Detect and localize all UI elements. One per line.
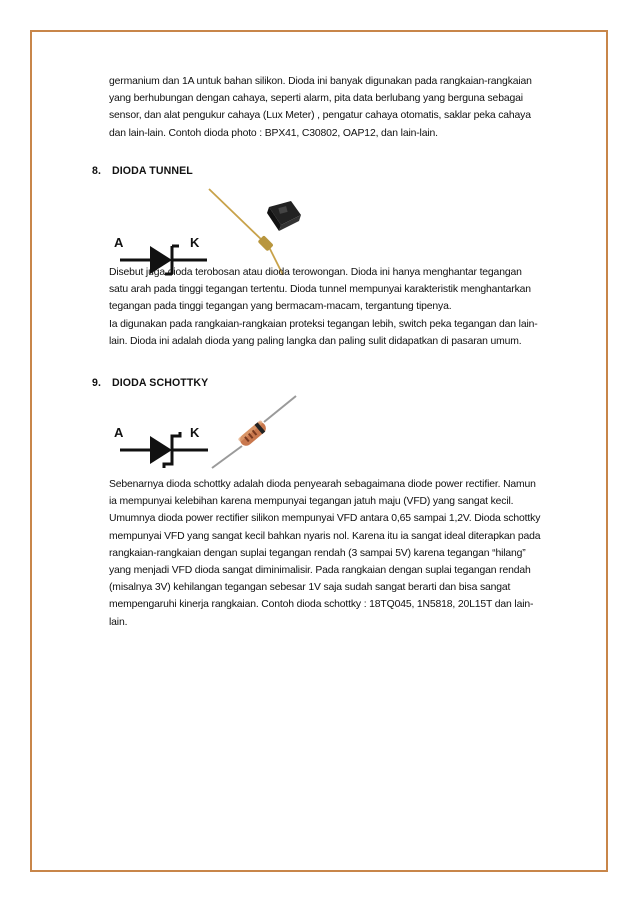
text-line: Disebut juga dioda terobosan atau dioda terowongan. Dioda ini hanya menghantar tegangan xyxy=(109,267,522,278)
text-line: lain. xyxy=(109,616,128,628)
text-line: germanium dan 1A untuk bahan silikon. Dioda ini banyak digunakan pada rangkaian-rangkaian xyxy=(109,76,532,87)
section-number: 9. xyxy=(92,377,102,389)
section-title: DIODA SCHOTTKY xyxy=(112,377,209,389)
text-line: sensor, dan alat pengukur cahaya (Lux Meter) , pengatur cahaya otomatis, saklar peka cahaya xyxy=(109,110,531,122)
anode-label: A xyxy=(114,425,124,440)
text-line: yang berhubungan dengan cahaya, seperti alarm, pita data berlubang yang berguna sebagai xyxy=(109,93,523,105)
section-number: 8. xyxy=(92,165,102,177)
intro-paragraph xyxy=(109,73,560,142)
schottky-paragraph xyxy=(109,476,561,631)
section-heading-tunnel xyxy=(92,165,193,177)
schottky-diode-symbol xyxy=(112,422,214,472)
text-line: Sebenarnya dioda schottky adalah dioda penyearah sebagaimana diode power rectifier. Namun xyxy=(109,479,536,490)
section-heading-schottky xyxy=(92,377,208,389)
text-line: ia mempunyai kelebihan karena mempunyai tegangan jatuh maju (VFD) yang sangat kecil. xyxy=(109,496,514,508)
tunnel-paragraph xyxy=(109,264,561,350)
cathode-label: K xyxy=(190,235,200,250)
text-line: satu arah pada tinggi tegangan tertentu. Dioda tunnel mempunyai karakteristik menghantarkan xyxy=(109,284,531,296)
text-line: lain. Dioda ini adalah dioda yang paling langka dan paling sulit didapatkan di pasaran umum. xyxy=(109,335,522,347)
text-line: (misalnya 3V) kehilangan tegangan sebesar 1V saja sudah sangat berarti dan bisa sangat xyxy=(109,582,511,594)
text-line: Umumnya dioda power rectifier silikon mempunyai VFD antara 0,65 sampai 1,2V. Dioda schottky xyxy=(109,513,541,525)
cathode-label: K xyxy=(190,425,200,440)
text-line: yang menjadi VFD dioda sangat diminimalisir. Pada rangkaian dengan suplai tegangan rendah xyxy=(109,565,531,577)
section-title: DIODA TUNNEL xyxy=(112,165,193,177)
text-line: rangkaian-rangkaian dengan suplai tegangan rendah (3 sampai 5V) karena tegangan “hilang” xyxy=(109,547,526,559)
text-line: dan lain-lain. Contoh dioda photo : BPX41, C30802, OAP12, dan lain-lain. xyxy=(109,127,438,139)
text-line: tegangan pada tinggi tegangan yang bermacam-macam, tergantung tipenya. xyxy=(109,301,452,313)
text-line: mempengaruhi kinerja rangkaian. Contoh dioda schottky : 18TQ045, 1N5818, 20L15T dan lain- xyxy=(109,599,534,611)
text-line: mempunyai VFD yang sangat kecil bahkan nyaris nol. Karena itu ia sangat ideal diterapkan pada xyxy=(109,530,541,542)
schottky-diode-photo xyxy=(208,392,300,472)
anode-label: A xyxy=(114,235,124,250)
text-line: Ia digunakan pada rangkaian-rangkaian proteksi tegangan lebih, switch peka tegangan dan lain- xyxy=(109,318,538,330)
